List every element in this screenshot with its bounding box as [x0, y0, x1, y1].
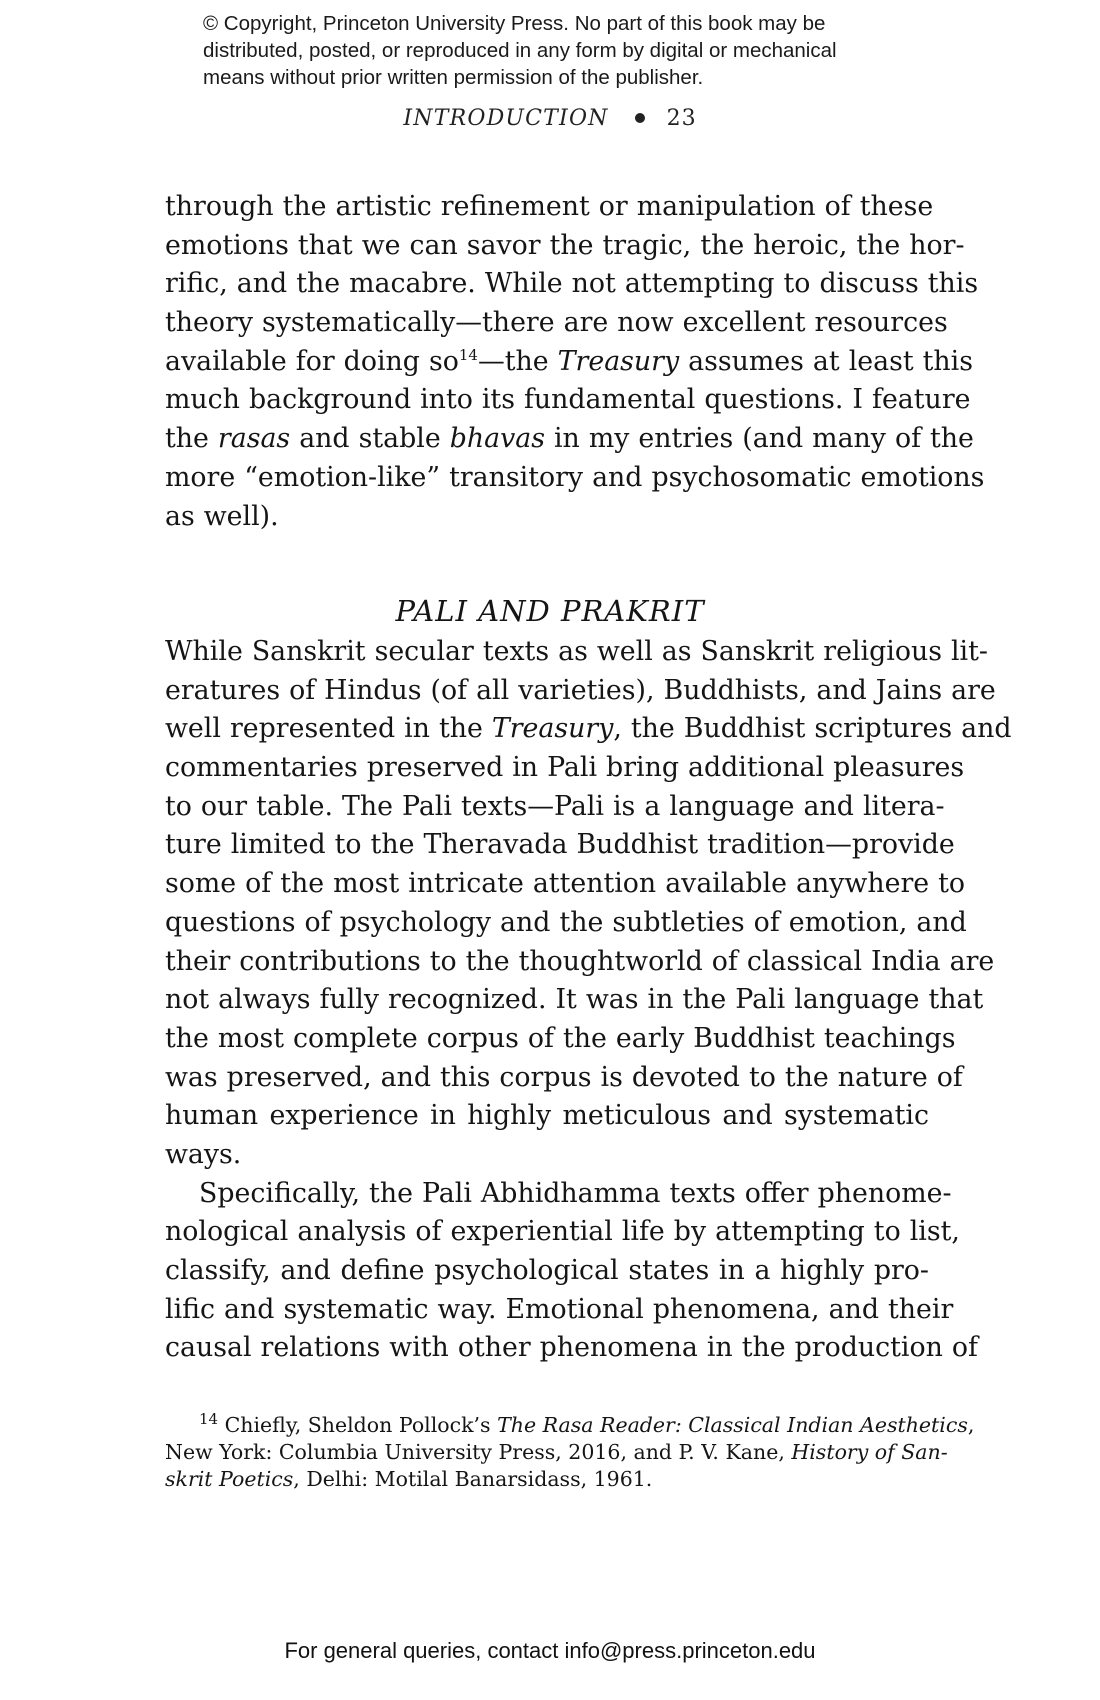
- footnote-line: $^{14}$ Chiefly, Sheldon Pollock’s The Rasa Reader: Classical Indian Aesthetics,: [199, 1410, 975, 1437]
- chapter-title: INTRODUCTION: [403, 106, 609, 131]
- text-line: questions of psychology and the subtleties of emotion, and: [165, 906, 967, 938]
- copyright-line: distributed, posted, or reproduced in any form by digital or mechanical: [203, 39, 837, 62]
- text-line: the most complete corpus of the early Buddhist teachings: [165, 1022, 956, 1054]
- text-line: much background into its fundamental questions. I feature: [165, 384, 971, 416]
- text-line: rific, and the macabre. While not attempting to discuss this: [165, 268, 979, 300]
- text-line: as well).: [165, 500, 279, 532]
- text-line: was preserved, and this corpus is devoted to the nature of: [165, 1061, 963, 1093]
- footnote-number: 14: [199, 1410, 219, 1429]
- text-line: not always fully recognized. It was in the Pali language that: [165, 984, 984, 1016]
- text-line: some of the most intricate attention available anywhere to: [165, 868, 966, 900]
- text-line: more “emotion-like” transitory and psychosomatic emotions: [165, 461, 985, 493]
- paragraph: [165, 188, 985, 536]
- text-line: ture limited to the Theravada Buddhist tradition—provide: [165, 829, 955, 861]
- text-line: available for doing $so^{14}—the$ Treasury assumes at least this: [165, 345, 973, 377]
- copyright-line: means without prior written permission of the publisher.: [203, 66, 704, 89]
- text-line: human experience in highly meticulous and systematic: [165, 1100, 929, 1132]
- page-number: 23: [666, 106, 697, 131]
- text-line: classify, and define psychological states in a highly pro-: [165, 1255, 929, 1286]
- text-line: lific and systematic way. Emotional phenomena, and their: [165, 1293, 954, 1325]
- text-line: through the artistic refinement or manipulation of these: [165, 191, 934, 222]
- copyright-notice: [203, 10, 923, 91]
- text-line: their contributions to the thoughtworld of classical India are: [165, 945, 995, 977]
- footnote-reference[interactable]: 14: [458, 345, 478, 364]
- text-line: nological analysis of experiential life by attempting to list,: [165, 1216, 960, 1248]
- text-line: well represented in the Treasury, the Buddhist scriptures and: [165, 713, 1012, 745]
- text-line: Specifically, the Pali Abhidhamma texts offer phenome-: [199, 1177, 952, 1209]
- footnote-line: skrit Poetics, Delhi: Motilal Banarsidass, 1961.: [165, 1467, 653, 1491]
- bullet-separator-icon: [635, 113, 645, 123]
- text-line: the rasas and stable bhavas in my entries (and many of the: [165, 423, 974, 455]
- footnote: [165, 1410, 975, 1493]
- copyright-line: © Copyright, Princeton University Press. No part of this book may be: [203, 12, 826, 35]
- text-line: emotions that we can savor the tragic, the heroic, the hor-: [165, 229, 965, 261]
- paragraph: [165, 633, 1012, 1175]
- text-line: eratures of Hindus (of all varieties), Buddhists, and Jains are: [165, 674, 996, 706]
- paragraph: [165, 1175, 978, 1368]
- text-line: ways.: [165, 1138, 242, 1170]
- page-body-section: [165, 633, 1012, 1368]
- running-head: [0, 106, 1100, 131]
- text-line: While Sanskrit secular texts as well as Sanskrit religious lit-: [165, 636, 988, 667]
- page-body: [165, 188, 985, 536]
- text-line: commentaries preserved in Pali bring additional pleasures: [165, 752, 965, 784]
- footer-contact: For general queries, contact info@press.princeton.edu: [284, 1638, 816, 1663]
- footnote-line: New York: Columbia University Press, 2016, and P. V. Kane, History of San-: [165, 1440, 948, 1464]
- text-line: causal relations with other phenomena in the production of: [165, 1332, 978, 1364]
- text-line: to our table. The Pali texts—Pali is a language and litera-: [165, 790, 945, 822]
- section-heading: PALI AND PRAKRIT: [395, 594, 705, 628]
- text-line: theory systematically—there are now excellent resources: [165, 307, 948, 339]
